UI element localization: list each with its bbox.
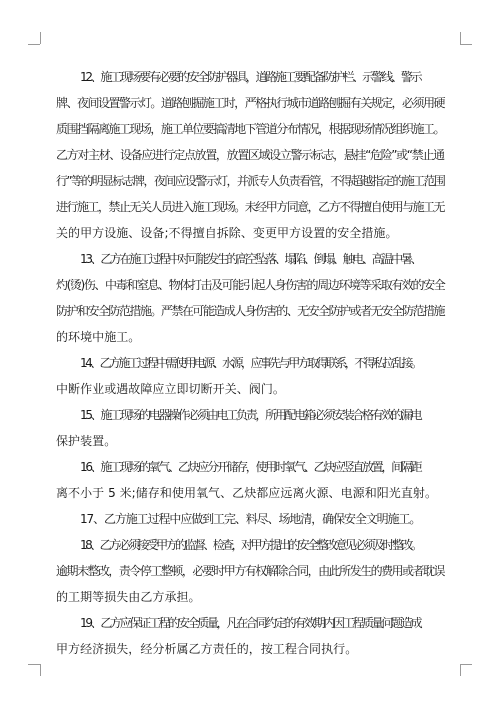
clause-17 [56, 506, 446, 532]
clause-13 [56, 246, 446, 350]
text-line: 行”等的明显标志牌，夜间应设警示灯，并派专人负责看管，不得超越指定的施工范围 [56, 174, 445, 188]
text-line: 质围挡隔离施工现场，施工单位要搞清地下管道分布情况，根据现场情况组织施工。 [56, 122, 444, 136]
text-line: 灼(烫)伤、中毒和窒息、物体打击及可能引起人身伤害的周边环境等采取有效的安全 [56, 278, 445, 292]
text-line: 17、乙方施工过程中应做到工完、料尽、场地清，确保安全文明施工。 [80, 512, 421, 526]
text-line: 16、施工现场的氧气、乙炔应分开储存，使用时氧气、乙炔应竖直放置，间隔距 [80, 460, 421, 474]
text-line: 牌、夜间设置警示灯。道路刨掘施工时，严格执行城市道路刨掘有关规定，必须用硬 [56, 96, 444, 110]
corner-mark-top-right-h [460, 44, 472, 45]
text-line: 防护和安全防范措施。严禁在可能造成人身伤害的、无安全防护或者无安全防范措施 [56, 304, 444, 318]
clause-12 [56, 64, 446, 246]
corner-mark-bottom-left-h [28, 664, 40, 665]
text-line: 18、乙方必须接受甲方的监督、检查，对甲方提出的安全整改意见必须及时整改。 [80, 538, 421, 552]
text-line: 乙方对主材、设备应进行定点放置，放置区域设立警示标志，悬挂“危险”或“禁止通 [56, 148, 444, 162]
corner-mark-top-right-v [460, 32, 461, 44]
text-line: 12、施工现场要有必要的安全防护器具，道路施工要配备防护栏、示警线、警示 [80, 70, 421, 84]
text-line: 甲方经济损失，经分析属乙方责任的，按工程合同执行。 [56, 642, 358, 656]
text-line: 的环境中施工。 [56, 330, 141, 344]
corner-mark-bottom-left-v [40, 664, 41, 676]
text-line: 逾期未整改，责令停工整顿，必要时甲方有权解除合同，由此所发生的费用或者耽误 [56, 564, 444, 578]
text-line: 14、乙方施工过程中需使用电源、水源，应事先与甲方取得联系，不得私拉乱接。 [80, 356, 421, 370]
text-line: 关的甲方设施、设备;不得擅自拆除、变更甲方设置的安全措施。 [56, 226, 398, 240]
clause-14 [56, 350, 446, 402]
text-line: 15、施工现场的电器操作必须由电工负责，所用配电箱必须安装合格有效的漏电 [80, 408, 421, 422]
corner-mark-bottom-right-v [460, 664, 461, 676]
clause-16 [56, 454, 446, 506]
text-line: 进行施工，禁止无关人员进入施工现场。未经甲方同意，乙方不得擅自使用与施工无 [56, 200, 444, 214]
text-line: 中断作业或遇故障应立即切断开关、阀门。 [56, 382, 285, 396]
clause-18 [56, 532, 446, 610]
corner-mark-top-left-h [28, 44, 40, 45]
text-line: 13、乙方在施工过程中对可能发生的高空坠落、塌陷、倒塌、触电、高温中暑、 [80, 252, 421, 266]
text-line: 离不小于 5 米;储存和使用氧气、乙炔都应远离火源、电源和阳光直射。 [56, 486, 438, 500]
corner-mark-top-left-v [40, 32, 41, 44]
text-line: 保护装置。 [56, 434, 117, 448]
clause-15 [56, 402, 446, 454]
document-body [56, 64, 446, 662]
corner-mark-bottom-right-h [460, 664, 472, 665]
text-line: 19、乙方应保证工程的安全质量，凡在合同约定的有效期内因工程质量问题造成 [80, 616, 421, 630]
text-line: 的工期等损失由乙方承担。 [56, 590, 201, 604]
clause-19 [56, 610, 446, 662]
